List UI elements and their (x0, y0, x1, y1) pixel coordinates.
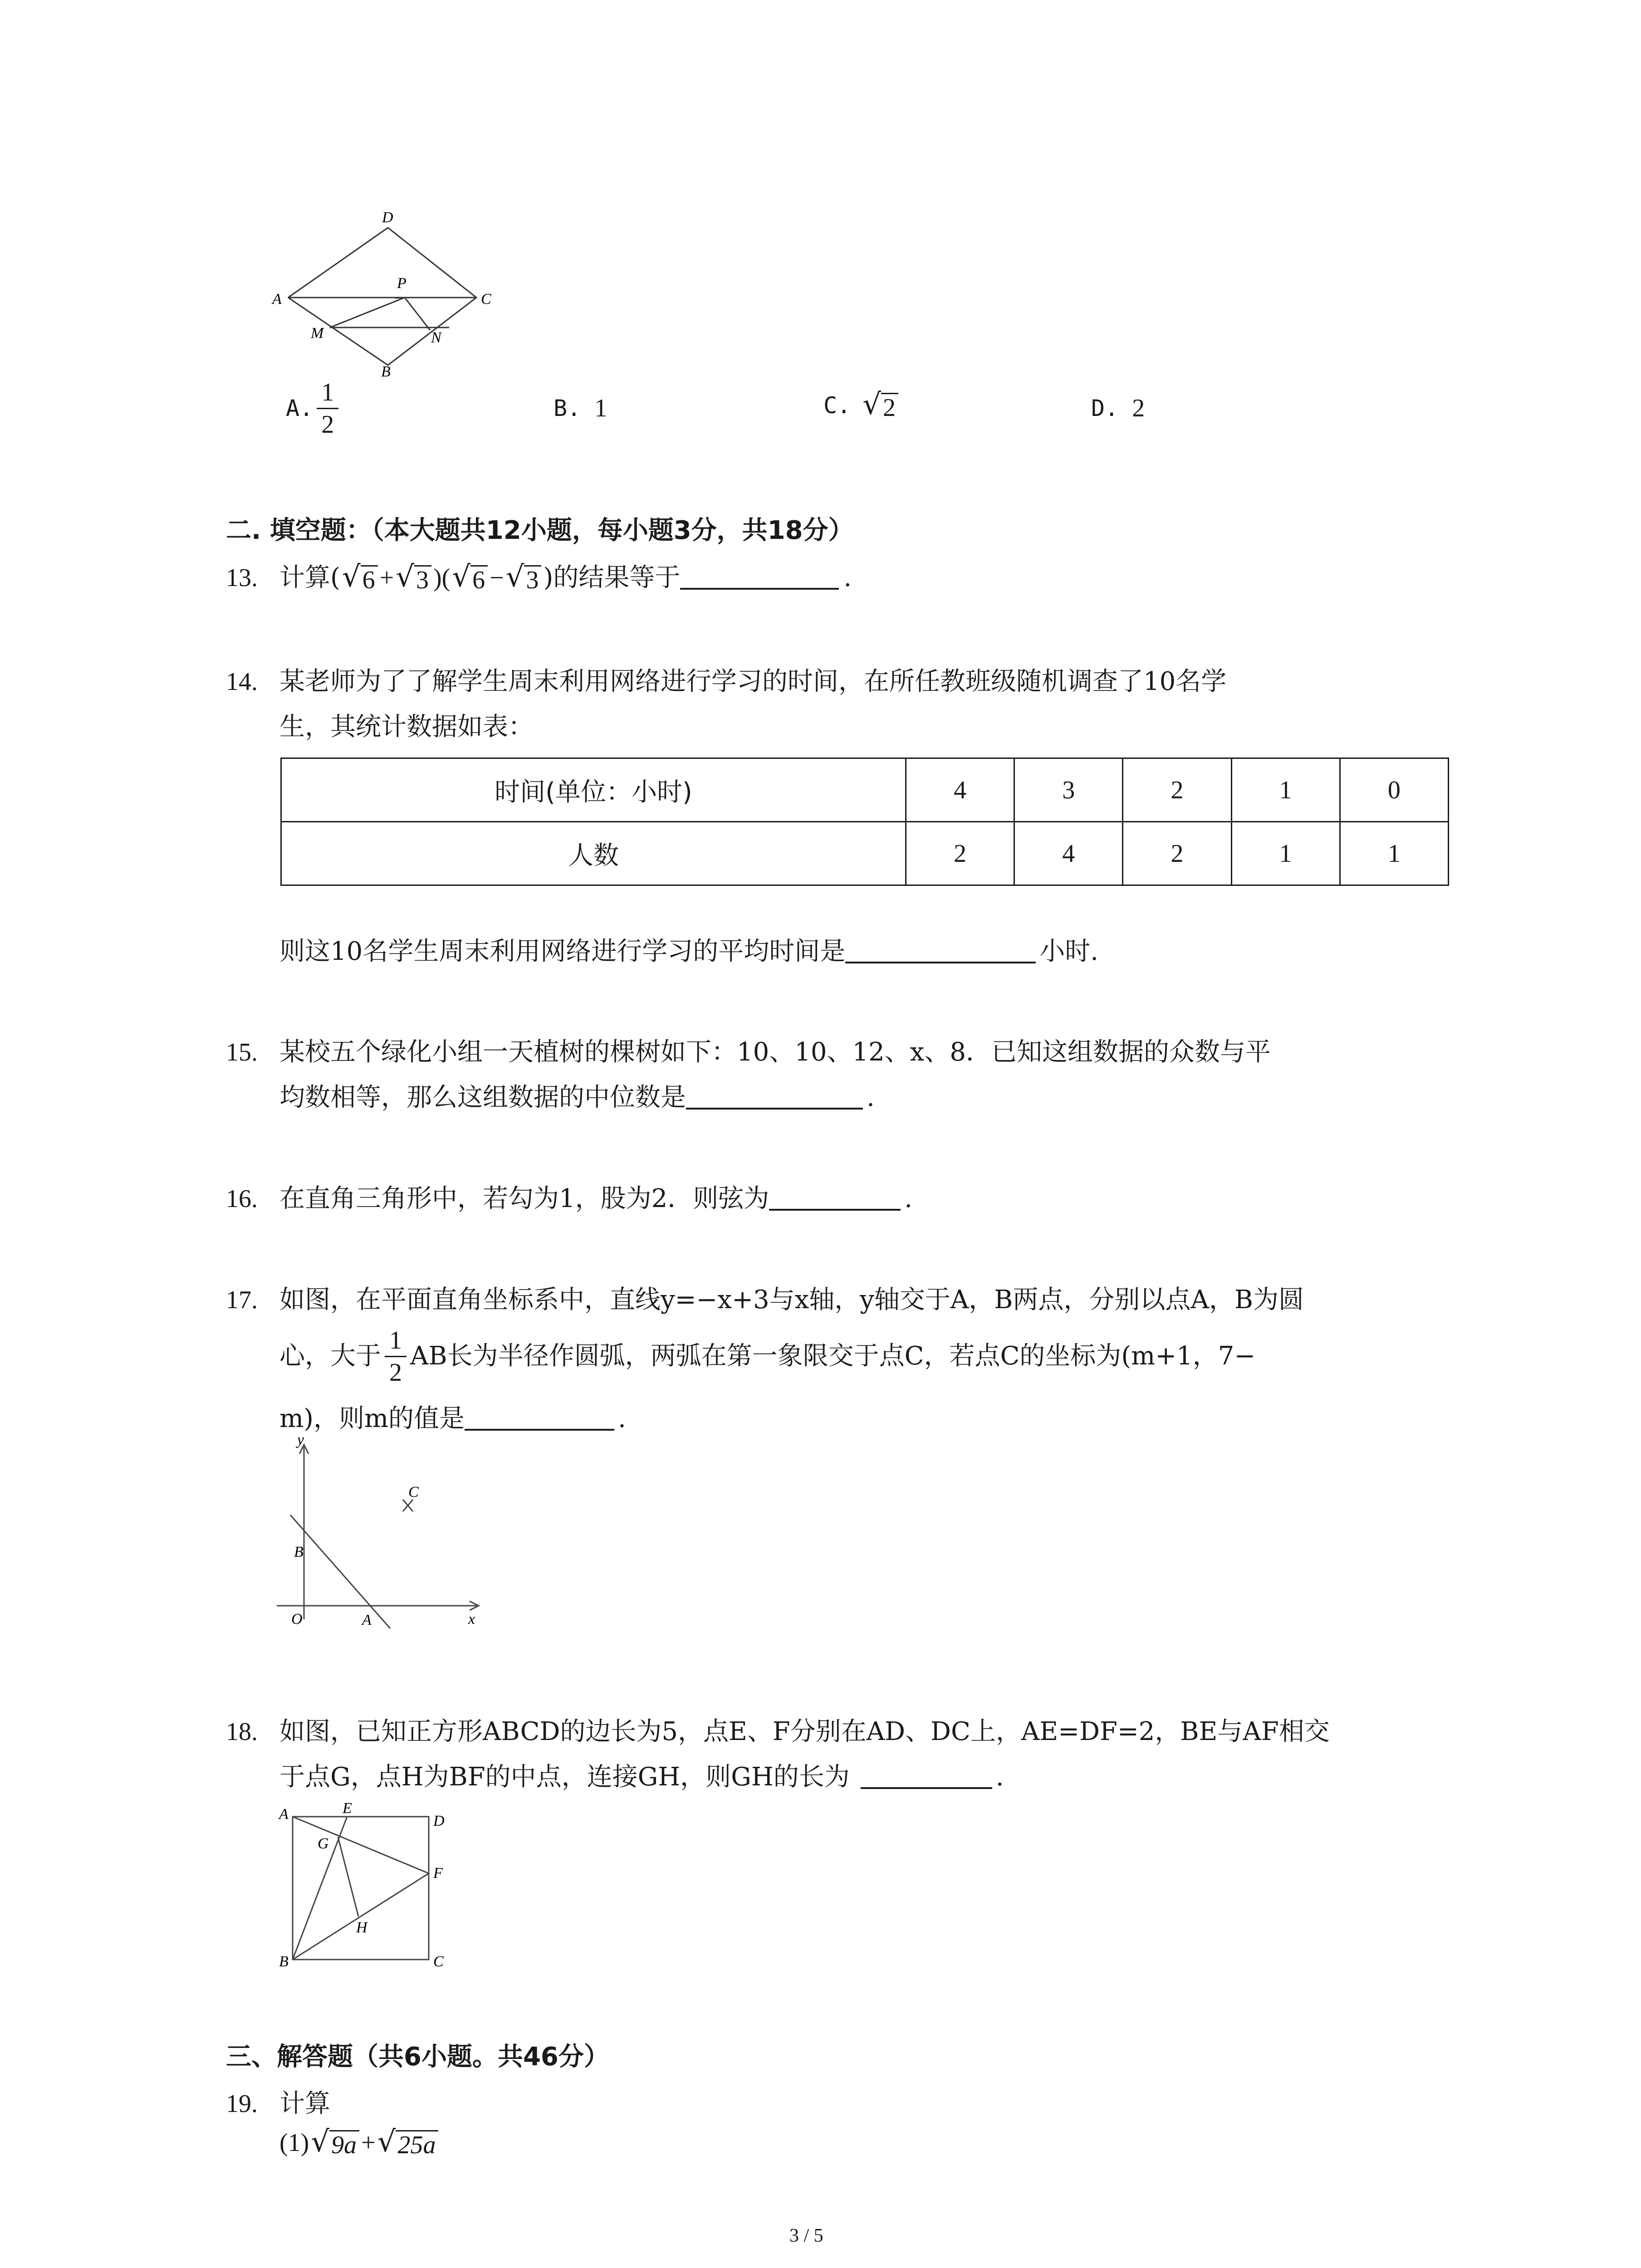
q13-minus: − (490, 563, 504, 592)
q17-label-b: B (294, 1544, 304, 1560)
q12-option-b (554, 396, 607, 421)
q14-number: 14. (226, 668, 258, 696)
section2-title: 二. 填空题：（本大题共12小题，每小题3分，共18分） (226, 516, 854, 545)
q13-plus: + (379, 563, 394, 592)
q13 (226, 562, 852, 593)
q18-end: . (995, 1762, 1004, 1792)
q17-fraction (385, 1328, 407, 1385)
q17-end: . (618, 1404, 626, 1433)
table-cell: 2 (1123, 758, 1231, 822)
q12-label-p: P (397, 275, 407, 292)
q12-option-b-letter: B. (554, 395, 581, 421)
q18-label-b: B (279, 1953, 289, 1970)
q13-end: . (843, 562, 852, 592)
q14-line2: 生，其统计数据如表： (279, 712, 534, 742)
q16-pre: 在直角三角形中，若勾为1，股为2．则弦为 (279, 1184, 769, 1213)
q18-line2 (279, 1762, 1004, 1792)
q17-fraction-numerator: 1 (389, 1326, 402, 1354)
q13-post: )的结果等于 (543, 562, 681, 592)
q14-after-post: 小时. (1039, 937, 1099, 966)
q19-sqrt-1: √ 9a (311, 2127, 359, 2158)
q12-option-c-letter: C. (823, 392, 851, 419)
q12-label-n: N (431, 329, 441, 346)
table-cell: 3 (1014, 758, 1123, 822)
q15-answer-blank[interactable] (686, 1086, 863, 1110)
q16 (279, 1186, 912, 1212)
q18-label-c: C (433, 1953, 444, 1970)
q13-sqrt-2: √ 3 (396, 562, 431, 593)
q12-option-c (823, 390, 900, 420)
table-row (281, 822, 1449, 885)
q14-line1: 某老师为了了解学生周末利用网络进行学习的时间，在所任教班级随机调查了10名学 (279, 667, 1227, 696)
q13-mid: )( (433, 563, 451, 592)
page-number: 3 / 5 (789, 2225, 823, 2246)
q15-line2 (279, 1085, 875, 1110)
q12-option-a (286, 376, 342, 440)
q12-rhombus-figure (268, 209, 522, 381)
q12-option-a-numerator: 1 (321, 378, 334, 406)
q13-number: 13. (226, 563, 258, 592)
q17-line2-post: AB长为半径作圆弧，两弧在第一象限交于点C，若点C的坐标为(m+1，7− (410, 1341, 1256, 1371)
q17-line3 (279, 1406, 626, 1432)
q18-square-figure (272, 1803, 454, 1975)
q16-end: . (904, 1184, 913, 1213)
q15-line2-pre: 均数相等，那么这组数据的中位数是 (279, 1083, 686, 1112)
q12-option-a-letter: A. (286, 395, 314, 421)
q17-line1: 如图，在平面直角坐标系中，直线y=−x+3与x轴，y轴交于A，B两点，分别以点A，B为圆 (279, 1285, 1304, 1315)
q13-sqrt-3: √ 6 (452, 562, 488, 593)
q15-line1: 某校五个绿化小组一天植树的棵树如下：10、10、12、x、8．已知这组数据的众数与平 (279, 1037, 1271, 1067)
q19-sqrt-2: √ 25a (377, 2127, 439, 2158)
q17-fraction-denominator: 2 (385, 1356, 407, 1385)
q18-label-a: A (279, 1806, 289, 1823)
q17-number: 17. (226, 1286, 258, 1314)
q19-part1-label: (1) (279, 2128, 309, 2157)
q12-label-d: D (382, 209, 393, 226)
q17-line2-pre: 心，大于 (279, 1341, 381, 1371)
table-cell: 4 (906, 758, 1014, 822)
q18-line2-pre: 于点G，点H为BF的中点，连接GH，则GH的长为 (279, 1762, 850, 1792)
q17-label-x: x (468, 1611, 475, 1628)
q17-label-o: O (291, 1611, 303, 1628)
table-cell: 0 (1340, 758, 1448, 822)
q17-answer-blank[interactable] (465, 1407, 614, 1431)
q12-option-d-letter: D. (1091, 395, 1119, 421)
q19-plus: + (361, 2128, 376, 2157)
table-header-time: 时间(单位：小时) (281, 758, 906, 822)
q17-coordinate-figure (263, 1433, 499, 1651)
q13-sqrt-1: √ 6 (342, 562, 378, 593)
q13-sqrt-4: √ 3 (506, 562, 542, 593)
q17-line2 (279, 1322, 1255, 1390)
table-cell: 2 (906, 822, 1014, 885)
q18-line1: 如图，已知正方形ABCD的边长为5，点E、F分别在AD、DC上，AE=DF=2，BE与AF相交 (279, 1717, 1330, 1746)
q19-number: 19. (226, 2090, 258, 2118)
q12-label-a: A (272, 291, 282, 308)
q12-option-d (1091, 396, 1145, 421)
q17-label-a: A (362, 1612, 372, 1628)
q12-option-a-fraction (317, 380, 338, 437)
q18-label-f: F (433, 1865, 443, 1882)
q12-option-c-sqrt (862, 390, 898, 420)
table-cell: 1 (1231, 822, 1340, 885)
q16-number: 16. (226, 1185, 258, 1213)
q13-pre: 计算( (279, 562, 340, 592)
q18-label-g: G (318, 1835, 329, 1852)
q15-number: 15. (226, 1038, 258, 1066)
q12-label-b: B (381, 363, 391, 380)
q19-header (226, 2091, 330, 2116)
q18-number: 18. (226, 1718, 258, 1746)
table-header-count: 人数 (281, 822, 906, 885)
q12-option-b-value: 1 (594, 394, 607, 422)
q12-option-d-value: 2 (1132, 394, 1145, 422)
table-cell: 2 (1123, 822, 1231, 885)
q18-label-h: H (356, 1919, 367, 1936)
table-cell: 1 (1340, 822, 1448, 885)
q12-option-a-denominator: 2 (317, 408, 338, 437)
q12-option-c-radicand: 2 (881, 393, 898, 420)
q13-answer-blank[interactable] (680, 566, 839, 590)
q12-label-m: M (311, 325, 324, 342)
q18-answer-blank[interactable] (861, 1765, 992, 1789)
q14-after (279, 939, 1098, 964)
q17-label-c: C (408, 1484, 419, 1501)
q15-end: . (867, 1083, 875, 1112)
table-cell: 4 (1014, 822, 1123, 885)
q12-label-c: C (481, 291, 491, 308)
sqrt-icon: √ (862, 388, 881, 421)
table-cell: 1 (1231, 758, 1340, 822)
table-row (281, 758, 1449, 822)
q14-data-table (280, 758, 1449, 886)
q17-label-y: y (297, 1433, 304, 1448)
q14-after-pre: 则这10名学生周末利用网络进行学习的平均时间是 (279, 937, 846, 966)
q19-title: 计算 (279, 2089, 330, 2118)
q16-answer-blank[interactable] (769, 1187, 901, 1211)
q14-answer-blank[interactable] (845, 940, 1036, 963)
section3-title: 三、解答题（共6小题。共46分） (226, 2042, 609, 2072)
q17-line3-pre: m)，则m的值是 (279, 1404, 465, 1433)
q19-part1 (279, 2127, 440, 2158)
q18-label-e: E (343, 1803, 352, 1817)
q18-label-d: D (433, 1813, 445, 1829)
